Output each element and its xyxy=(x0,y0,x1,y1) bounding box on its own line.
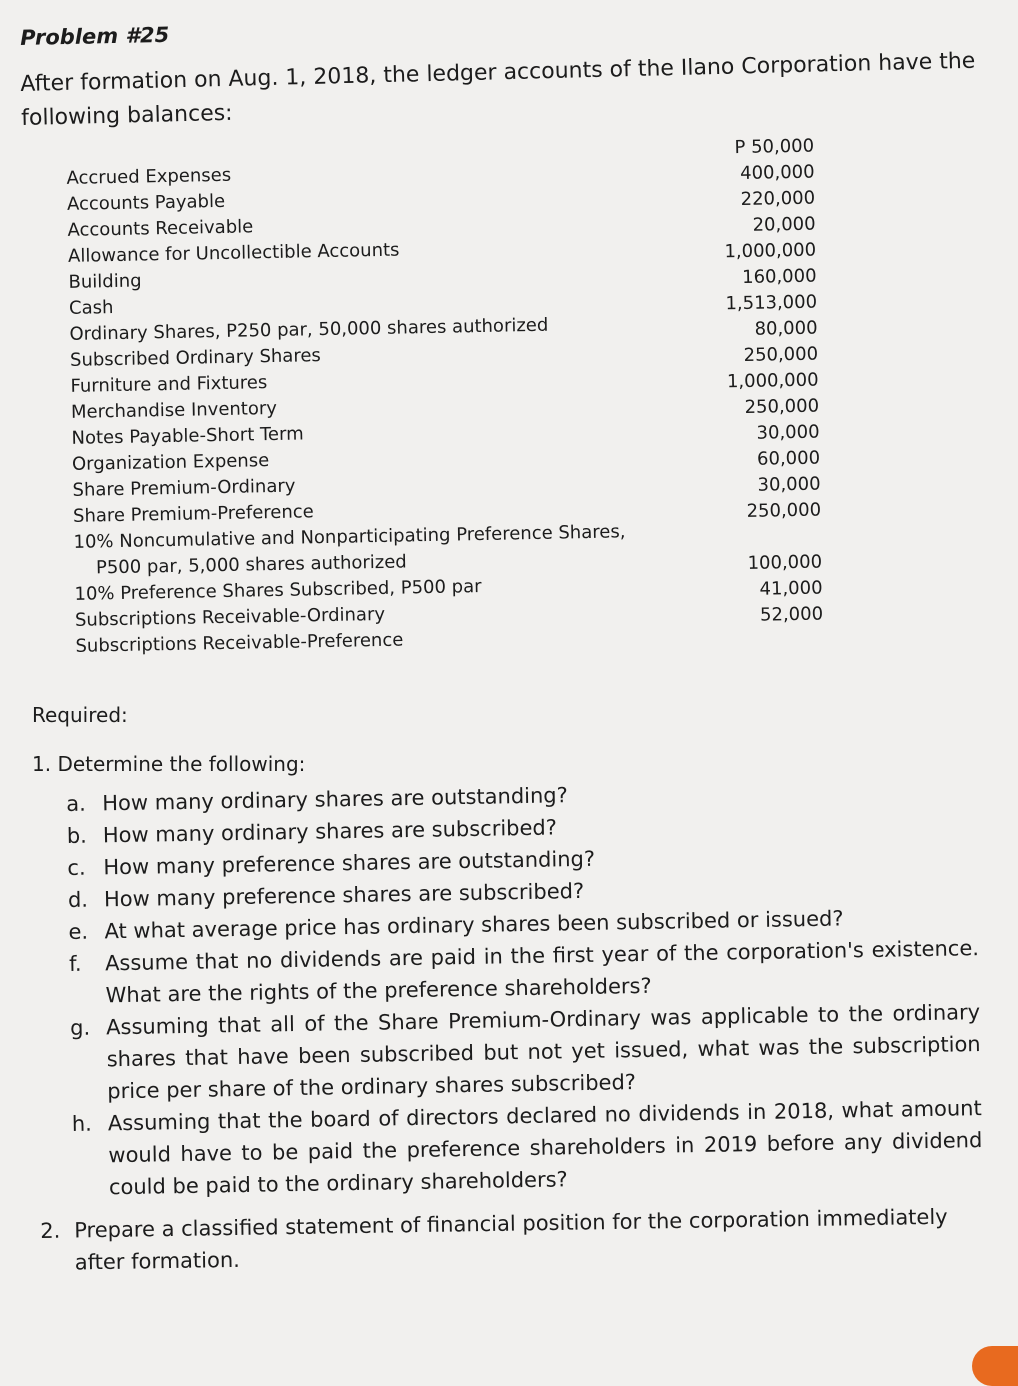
account-name: Cash xyxy=(68,297,114,319)
account-name: Accounts Payable xyxy=(66,190,226,215)
list-item xyxy=(70,996,982,1108)
item-text: Assume that no dividends are paid in the first year of the corporation's existence. What are the rights of the preference shareholders? xyxy=(104,936,980,1008)
list-item xyxy=(72,1092,984,1204)
item-text: Assuming that the board of directors declared no dividends in 2018, what amount would have to be paid the preference shareholders in 2019 before any dividend could be paid to the ordinary shareholders? xyxy=(107,1096,983,1200)
question-number: 1. xyxy=(32,752,52,776)
account-name: Accrued Expenses xyxy=(66,164,232,189)
account-amount: 41,000 xyxy=(759,577,823,600)
account-amount: 250,000 xyxy=(746,499,822,522)
account-amount: 30,000 xyxy=(756,421,820,444)
account-name: Share Premium-Ordinary xyxy=(72,475,296,501)
account-amount: 250,000 xyxy=(744,395,820,418)
question-1-items xyxy=(66,772,983,1204)
account-amount: 100,000 xyxy=(747,551,823,574)
account-amount: 30,000 xyxy=(757,473,821,496)
item-letter: h. xyxy=(71,1111,93,1136)
question-number: 2. xyxy=(40,1218,61,1243)
account-name: Subscriptions Receivable-Preference xyxy=(75,629,404,657)
item-letter: e. xyxy=(68,919,89,944)
ledger-balances xyxy=(62,135,832,689)
required-heading: Required: xyxy=(32,703,128,727)
account-amount: 1,513,000 xyxy=(725,291,818,315)
account-name: P500 par, 5,000 shares authorized xyxy=(95,551,407,579)
account-amount: 400,000 xyxy=(739,161,815,184)
account-amount: 160,000 xyxy=(741,265,817,288)
question-text: Prepare a classified statement of financial position for the corporation immediately after formation. xyxy=(74,1204,948,1275)
item-letter: f. xyxy=(68,951,82,976)
account-name: Allowance for Uncollectible Accounts xyxy=(67,239,400,267)
account-amount: 220,000 xyxy=(740,187,816,210)
item-text: How many ordinary shares are outstanding? xyxy=(102,783,569,816)
account-name: Building xyxy=(68,270,142,293)
question-2 xyxy=(40,1200,971,1279)
account-amount: P 50,000 xyxy=(734,135,815,159)
account-name: Merchandise Inventory xyxy=(70,397,278,423)
account-name: Organization Expense xyxy=(71,450,270,475)
account-name: 10% Noncumulative and Nonparticipating Preference Shares, xyxy=(73,521,626,553)
account-name: Ordinary Shares, P250 par, 50,000 shares authorized xyxy=(69,314,549,345)
item-letter: b. xyxy=(66,823,88,848)
item-text: Assuming that all of the Share Premium-Ordinary was applicable to the ordinary shares that have been subscribed but not yet issued, what was the subscription price per share of the ordinary shares subscribed? xyxy=(105,1000,981,1104)
account-name: Subscribed Ordinary Shares xyxy=(69,345,321,371)
item-text: How many preference shares are subscribed? xyxy=(103,878,585,912)
account-name: Subscriptions Receivable-Ordinary xyxy=(74,603,386,631)
account-amount: 250,000 xyxy=(743,343,819,366)
item-text: How many preference shares are outstanding? xyxy=(103,846,596,880)
item-letter: c. xyxy=(67,855,86,880)
item-letter: a. xyxy=(66,791,87,816)
account-name: Notes Payable-Short Term xyxy=(71,423,304,449)
account-name: 10% Preference Shares Subscribed, P500 par xyxy=(74,576,482,605)
orange-corner-shape xyxy=(972,1346,1018,1386)
account-name: Furniture and Fixtures xyxy=(70,372,268,397)
item-letter: d. xyxy=(67,887,89,912)
account-amount: 80,000 xyxy=(754,317,818,340)
item-text: At what average price has ordinary shares been subscribed or issued? xyxy=(104,906,844,944)
problem-title: Problem #25 xyxy=(20,22,170,50)
item-letter: g. xyxy=(69,1015,91,1040)
account-amount: 1,000,000 xyxy=(726,369,819,393)
account-amount: 60,000 xyxy=(756,447,821,470)
question-text: Determine the following: xyxy=(57,752,306,776)
account-amount: 52,000 xyxy=(759,603,824,626)
problem-intro: After formation on Aug. 1, 2018, the ledger accounts of the Ilano Corporation have the following balances: xyxy=(20,48,976,131)
account-name: Share Premium-Preference xyxy=(72,501,314,527)
question-1 xyxy=(32,752,305,776)
item-text: How many ordinary shares are subscribed? xyxy=(102,815,558,848)
account-name: Accounts Receivable xyxy=(67,216,254,241)
account-amount: 1,000,000 xyxy=(724,239,817,263)
account-amount: 20,000 xyxy=(752,213,816,236)
